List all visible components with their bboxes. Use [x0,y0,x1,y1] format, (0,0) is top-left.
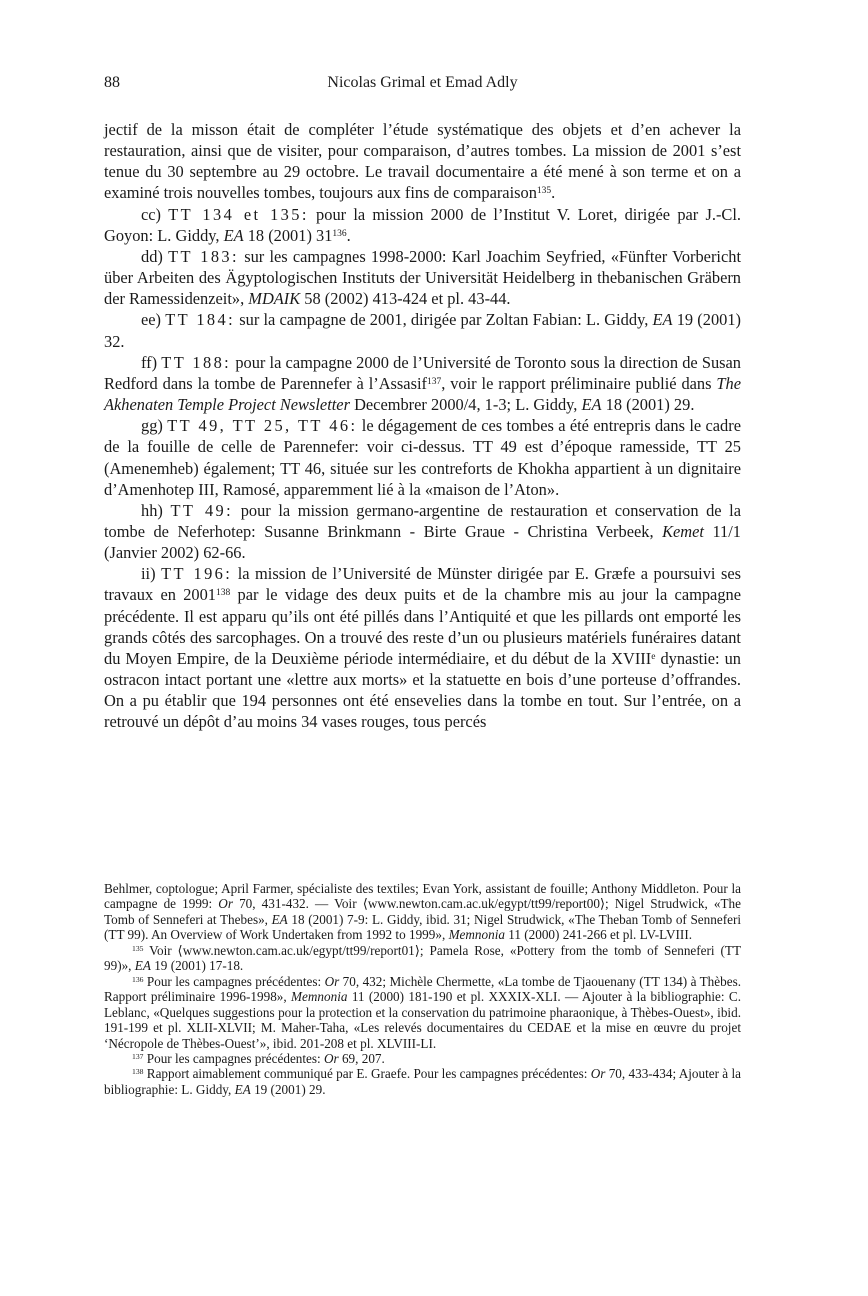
entry-ff [104,352,741,415]
journal-title: EA [234,1081,251,1097]
footnote-ref[interactable]: 136 [332,228,347,239]
entry-label: ff) [141,352,158,372]
entry-label: gg) [141,416,163,436]
text: 11/1 (Janvier 2002) 62-66. [104,521,741,563]
text: 18 (2001) 29. [601,395,695,415]
tomb-number: TT 196: [161,564,233,584]
entry-label: ii) [141,564,156,584]
journal-title: Memnonia [448,927,505,943]
text: 18 (2001) 7-9: L. Giddy, ibid. 31; Nigel Strudwick, «The Theban Tomb of Senneferi (TT 99). An Overview of Work Undertaken from 1992 to 1999», [104,911,742,943]
paragraph-intro [104,119,741,204]
text: jectif de la misson était de compléter l’étude systématique des objets et d’en achever la restauration, ainsi que de visiter, pour comparaison, d’autres tombes. La mission de 2001 s’est tenue du 30 septembre au 29 octobre. Le travail documentaire a été mené à son terme et on a examiné trois nouvelles tombes, toujours aux fins de comparaison [104,120,741,203]
text: pour la campagne 2000 de l’Université de Toronto sous la direction de Susan Redford dans la tombe de Parennefer à l’Assasif [104,352,741,393]
text: 18 (2001) 31 [243,225,333,245]
tomb-number: TT 183: [168,246,239,266]
entry-ii [104,563,741,732]
journal-title: EA [134,958,151,974]
footnote-135 [104,943,741,974]
footnote-137 [104,1051,741,1066]
text: 19 (2001) 29. [250,1081,326,1097]
entry-cc [104,204,741,246]
text: Pour les campagnes précédentes: [143,973,325,989]
footnotes [104,881,741,1097]
text: 58 (2002) 413-424 et pl. 43-44. [300,289,511,309]
text: 69, 207. [338,1050,385,1066]
footnote-138 [104,1066,741,1097]
tomb-number: TT 184: [165,310,236,330]
text: . [346,225,351,245]
journal-title: EA [652,310,673,330]
entry-label: dd) [141,246,163,266]
text: Pour les campagnes précédentes: [143,1050,324,1066]
entry-dd [104,246,741,309]
journal-title: Or [324,973,340,989]
footnote-136 [104,974,741,1051]
tomb-number: TT 188: [161,352,232,372]
main-text [104,119,741,733]
text: 11 (2000) 241-266 et pl. LV-LVIII. [504,927,693,943]
journal-title: Kemet [662,521,704,541]
footnote-number: 137 [132,1051,144,1061]
footnote-number: 138 [132,1067,144,1077]
text: 70, 431-432. — Voir ⟨www.newton.cam.ac.uk/egypt/tt99/report00⟩; Nigel Strudwick, «The Tomb of Senneferi at Thebes», [104,896,741,927]
text: Rapport aimablement communiqué par E. Graefe. Pour les campagnes précédentes: [143,1066,591,1082]
entry-label: ee) [141,310,162,330]
text: 11 (2000) 181-190 et pl. XXXIX-XLI. — Ajouter à la bibliographie: C. Leblanc, «Quelques suggestions pour la protection et la conservation du patrimoine pharaonique, à Thèbes-Ouest», ibid. 191-199 et pl. XLII-XLVII; M. Maher-Taha, «Les relevés documentaires du CEDAE et la mise en œuvre du projet ‘Nécropole de Thèbes-Ouest’», ibid. 201-208 et pl. XLVIII-LI. [104,989,741,1051]
entry-gg [104,415,741,500]
footnote-number: 136 [132,974,144,984]
text: sur les campagnes 1998-2000: Karl Joachim Seyfried, «Fünfter Vorbericht über Arbeiten des Ägyptologischen Instituts der Universität Heidelberg in thebanischen Gräbern der Ramessidenzeit», [104,246,741,309]
entry-label: hh) [141,500,163,520]
running-title: Nicolas Grimal et Emad Adly [327,74,518,91]
journal-title: Or [218,896,233,912]
journal-title: EA [581,395,602,415]
entry-ee [104,309,741,351]
text: la mission de l’Université de Münster dirigée par E. Græfe a poursuivi ses travaux en 2001 [104,564,741,605]
text: pour la mission 2000 de l’Institut V. Loret, dirigée par J.-Cl. Goyon: L. Giddy, [104,204,741,245]
text: pour la mission germano-argentine de restauration et conservation de la tombe de Neferhotep: Susanne Brinkmann - Birte Graue - Christina Verbeek, [104,500,741,541]
tomb-number: TT 134 et 135: [168,204,309,224]
text: le dégagement de ces tombes a été entrepris dans le cadre de la fouille de celle de Parennefer: voir ci-dessus. TT 49 est d’époque ramesside, TT 25 (Amenemheb) également; TT 46, située sur les contreforts de Khokha appartient à un dignitaire d’Amenhotep III, Ramosé, apparemment lié à la «maison de l’Aton». [104,416,741,499]
journal-title: Or [324,1050,339,1066]
tomb-number: TT 49, TT 25, TT 46: [167,416,358,436]
text: 19 (2001) 17-18. [150,958,244,974]
text: Behlmer, coptologue; April Farmer, spécialiste des textiles; Evan York, assistant de fouille; Anthony Middleton. Pour la campagne de 1999: [104,881,741,912]
footnote-continuation [104,881,741,943]
journal-title: Memnonia [291,989,348,1005]
text: 70, 432; Michèle Chermette, «La tombe de Tjaouenany (TT 134) à Thèbes. Rapport préliminaire 1996-1998», [104,973,741,1005]
ordinal-superscript: e [651,651,656,662]
text: dynastie: un ostracon intact portant une «lettre aux morts» et la statuette en bois d’une porteuse d’offrandes. On a pu établir que 194 personnes ont été ensevelies dans la tombe en tout. Sur l’entrée, on a retrouvé un dépôt d’au moins 34 vases rouges, tous percés [104,648,741,732]
footnote-ref[interactable]: 135 [536,186,552,197]
text: Decembrer 2000/4, 1-3; L. Giddy, [349,395,582,415]
text: . [551,183,556,203]
text: , voir le rapport préliminaire publié dans [441,373,717,393]
footnote-ref[interactable]: 138 [215,588,231,599]
running-header [104,74,741,98]
footnote-number: 135 [132,943,144,953]
text: 19 (2001) 32. [104,310,741,351]
text: Voir ⟨www.newton.cam.ac.uk/egypt/tt99/report01⟩; Pamela Rose, «Pottery from the tomb of Senneferi (TT 99)», [104,942,741,974]
page-number: 88 [104,74,120,91]
journal-title: EA [271,911,288,927]
journal-title: MDAIK [248,289,301,309]
text: sur la campagne de 2001, dirigée par Zoltan Fabian: L. Giddy, [235,310,653,330]
journal-title: The Akhenaten Temple Project Newsletter [104,373,741,415]
entry-label: cc) [141,204,162,224]
entry-hh [104,500,741,563]
text: par le vidage des deux puits et de la chambre mis au jour la campagne précédente. Il est apparu qu’ils ont été pillés dans l’Antiquité et que les pillards ont emporté les grands côtés des sarcophages. On a trouvé des reste d’un ou plusieurs matériels funéraires datant du Moyen Empire, de la Deuxième période intermédiaire, et du début de la XVIII [104,585,741,668]
text: 70, 433-434; Ajouter à la bibliographie: L. Giddy, [104,1066,741,1097]
tomb-number: TT 49: [170,500,234,520]
footnote-ref[interactable]: 137 [426,376,442,387]
journal-title: EA [223,225,244,245]
journal-title: Or [590,1066,606,1082]
